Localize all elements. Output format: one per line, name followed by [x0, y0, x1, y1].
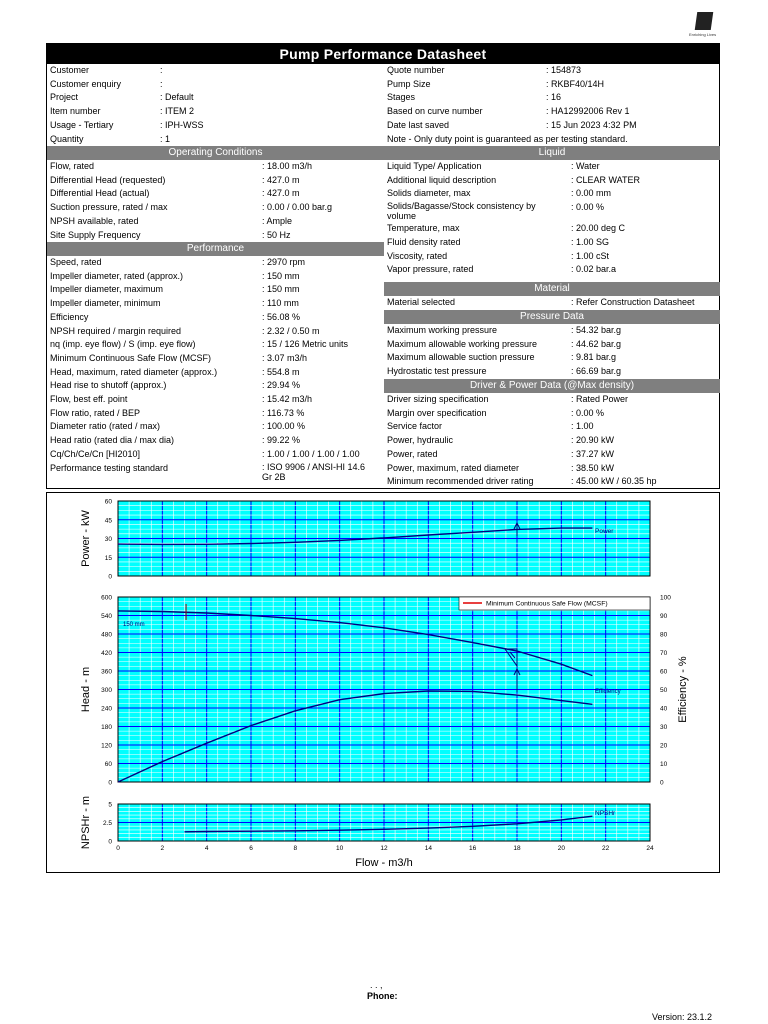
- row-label: Maximum allowable suction pressure: [387, 352, 535, 363]
- row-label: Viscosity, rated: [387, 250, 448, 261]
- row-value: :: [160, 78, 163, 89]
- row-value: : ISO 9906 / ANSI-HI 14.6 Gr 2B: [262, 461, 366, 482]
- curve-label: 150 mm: [123, 622, 145, 628]
- row-value: : Ample: [262, 215, 293, 226]
- row-value: : 427.0 m: [262, 174, 300, 185]
- y2-tick-label: 80: [660, 631, 668, 639]
- y2-tick-label: 30: [660, 724, 668, 731]
- row-label: Date last saved: [387, 119, 450, 130]
- y2-tick-label: 40: [660, 705, 668, 713]
- legend-label: Minimum Continuous Safe Flow (MCSF): [486, 600, 608, 608]
- row-label: Customer: [50, 65, 90, 75]
- y-tick-label: 15: [104, 554, 112, 562]
- row-value: : 1.00 cSt: [571, 250, 610, 261]
- row-value: : 66.69 bar.g: [571, 366, 622, 377]
- y2-tick-label: 100: [660, 594, 671, 602]
- y-tick-label: 120: [101, 742, 112, 750]
- row-label: Quote number: [387, 65, 445, 75]
- row-value: : 116.73 %: [262, 407, 305, 418]
- footer-text: . . ,: [370, 980, 383, 990]
- x-tick-label: 14: [424, 845, 432, 852]
- y2-tick-label: 20: [660, 742, 668, 750]
- x-tick-label: 16: [469, 845, 477, 852]
- row-label: Usage - Tertiary: [50, 119, 114, 130]
- row-label: nq (imp. eye flow) / S (imp. eye flow): [50, 339, 196, 350]
- y2-tick-label: 0: [660, 779, 664, 787]
- row-label: Power, maximum, rated diameter: [387, 462, 520, 473]
- row-value: :: [160, 65, 163, 75]
- x-tick-label: 10: [336, 845, 344, 852]
- row-label: Service factor: [387, 421, 443, 432]
- row-value: : 9.81 bar.g: [571, 352, 617, 363]
- row-value: : 20.90 kW: [571, 435, 615, 446]
- x-tick-label: 24: [646, 845, 654, 852]
- y-tick-label: 0: [108, 573, 112, 581]
- row-label: Minimum Continuous Safe Flow (MCSF): [50, 352, 212, 363]
- row-label: Flow, rated: [50, 161, 95, 171]
- y-tick-label: 0: [108, 838, 112, 846]
- row-value: : 2.32 / 0.50 m: [262, 325, 320, 336]
- row-label: Diameter ratio (rated / max): [50, 421, 161, 432]
- row-label: Note - Only duty point is guaranteed as per testing standard.: [387, 133, 628, 144]
- x-tick-label: 0: [116, 845, 120, 852]
- version-label: Version: 23.1.2: [652, 1012, 713, 1022]
- row-label: Maximum allowable working pressure: [387, 338, 538, 349]
- row-value: : 15.42 m3/h: [262, 394, 313, 404]
- y-tick-label: 5: [108, 801, 112, 809]
- x-tick-label: 6: [249, 845, 253, 852]
- row-label: Speed, rated: [50, 257, 102, 267]
- row-value: : Default: [160, 92, 194, 103]
- row-value: : 50 Hz: [262, 229, 291, 240]
- y-tick-label: 30: [104, 536, 112, 543]
- row-value: : 44.62 bar.g: [571, 338, 622, 349]
- row-value: : 1.00: [571, 421, 594, 432]
- row-label: Quantity: [50, 133, 84, 144]
- x-tick-label: 12: [380, 845, 388, 852]
- row-label: Power, hydraulic: [387, 435, 454, 446]
- row-value: : 2970 rpm: [262, 257, 306, 267]
- row-label: Hydrostatic test pressure: [387, 366, 487, 377]
- row-label: Temperature, max: [387, 223, 460, 234]
- y-tick-label: 600: [101, 594, 112, 602]
- page-title: Pump Performance Datasheet: [47, 44, 719, 64]
- datasheet-table: [46, 43, 720, 489]
- x-tick-label: 4: [204, 845, 209, 852]
- row-value: : CLEAR WATER: [571, 174, 641, 185]
- row-label: Impeller diameter, rated (approx.): [50, 270, 184, 281]
- row-label: Vapor pressure, rated: [387, 264, 474, 275]
- series-label: NPSHr: [595, 810, 616, 817]
- x-tick-label: 2: [160, 845, 165, 852]
- row-label: Pump Size: [387, 78, 431, 89]
- row-label: Differential Head (requested): [50, 174, 166, 185]
- row-value: : 15 Jun 2023 4:32 PM: [546, 119, 637, 130]
- row-label: Cq/Ch/Ce/Cn [HI2010]: [50, 448, 141, 459]
- row-value: : 18.00 m3/h: [262, 161, 313, 171]
- section-header: Liquid: [384, 146, 720, 160]
- row-label: Head, maximum, rated diameter (approx.): [50, 366, 218, 377]
- row-value: : 100.00 %: [262, 421, 306, 432]
- row-label: Driver sizing specification: [387, 394, 489, 404]
- row-label: Customer enquiry: [50, 78, 122, 89]
- section-header: Driver & Power Data (@Max density): [384, 379, 720, 393]
- x-tick-label: 18: [513, 845, 521, 852]
- row-value: : 150 mm: [262, 284, 300, 295]
- performance-curves: [46, 492, 689, 874]
- logo-tagline: Enriching Lives: [689, 32, 717, 37]
- row-value: : 1.00 SG: [571, 237, 610, 248]
- row-value: : Water: [571, 161, 600, 171]
- row-value: : 0.00 mm: [571, 188, 612, 199]
- x-tick-label: 20: [557, 845, 565, 852]
- y-tick-label: 180: [101, 724, 112, 731]
- row-label: Head rise to shutoff (approx.): [50, 380, 167, 391]
- x-axis-label: Flow - m3/h: [355, 857, 413, 869]
- row-value: : HA12992006 Rev 1: [546, 106, 630, 117]
- y2-axis-label: Efficiency - %: [677, 656, 689, 723]
- row-label: Maximum working pressure: [387, 325, 498, 335]
- row-label: Solids diameter, max: [387, 188, 471, 199]
- row-label: Item number: [50, 106, 101, 117]
- row-value: : Refer Construction Datasheet: [571, 297, 695, 307]
- row-label: Differential Head (actual): [50, 188, 150, 199]
- section-header: Material: [384, 282, 720, 296]
- row-value: : 0.02 bar.a: [571, 264, 617, 275]
- y2-tick-label: 90: [660, 613, 668, 620]
- row-label: Project: [50, 92, 79, 103]
- x-tick-label: 8: [293, 845, 298, 852]
- row-value: : 1.00 / 1.00 / 1.00 / 1.00: [262, 448, 360, 459]
- row-value: : 37.27 kW: [571, 448, 615, 459]
- row-value: : 3.07 m3/h: [262, 352, 308, 363]
- section-header: Operating Conditions: [47, 146, 384, 160]
- row-value: : 150 mm: [262, 270, 300, 281]
- row-label: Stages: [387, 92, 416, 103]
- row-label: Solids/Bagasse/Stock consistency by volume: [387, 201, 536, 222]
- series-label: Efficiency: [595, 689, 621, 695]
- row-value: : 427.0 m: [262, 188, 300, 199]
- row-label: Material selected: [387, 297, 456, 307]
- section-header: Performance: [47, 242, 384, 256]
- y-axis-label: NPSHr - m: [80, 795, 92, 850]
- row-value: : 38.50 kW: [571, 462, 615, 473]
- row-label: Head ratio (rated dia / max dia): [50, 435, 175, 446]
- row-value: : 45.00 kW / 60.35 hp: [571, 476, 657, 487]
- row-value: : 20.00 deg C: [571, 223, 626, 234]
- y-tick-label: 60: [104, 498, 112, 506]
- row-label: Suction pressure, rated / max: [50, 202, 168, 213]
- row-label: Liquid Type/ Application: [387, 161, 482, 171]
- company-logo: [695, 12, 714, 30]
- row-value: : ITEM 2: [160, 106, 195, 117]
- y2-tick-label: 60: [660, 668, 668, 676]
- y-axis-label: Head - m: [80, 666, 92, 713]
- row-value: : 54.32 bar.g: [571, 325, 622, 335]
- row-label: Site Supply Frequency: [50, 229, 141, 240]
- row-value: : IPH-WSS: [160, 119, 204, 130]
- row-value: : 554.8 m: [262, 366, 300, 377]
- row-label: NPSH available, rated: [50, 215, 139, 226]
- y-tick-label: 45: [104, 517, 112, 525]
- row-value: : Rated Power: [571, 394, 629, 404]
- y2-tick-label: 70: [660, 650, 668, 657]
- row-label: Flow ratio, rated / BEP: [50, 407, 141, 418]
- x-tick-label: 22: [602, 845, 610, 852]
- row-label: Impeller diameter, minimum: [50, 298, 161, 309]
- row-label: NPSH required / margin required: [50, 325, 182, 336]
- y-tick-label: 540: [101, 613, 112, 620]
- y2-tick-label: 10: [660, 761, 668, 768]
- row-value: : 154873: [546, 65, 582, 75]
- y-tick-label: 0: [108, 779, 112, 787]
- row-value: : 15 / 126 Metric units: [262, 339, 349, 350]
- y-tick-label: 300: [101, 687, 112, 694]
- y-tick-label: 240: [101, 705, 112, 713]
- y-tick-label: 60: [104, 761, 112, 768]
- row-value: : 16: [546, 92, 562, 103]
- row-value: : 1: [160, 133, 171, 144]
- row-value: : 0.00 %: [571, 202, 605, 213]
- series-label: Power: [595, 528, 614, 535]
- row-value: : 99.22 %: [262, 435, 301, 446]
- row-label: Impeller diameter, maximum: [50, 284, 164, 295]
- row-label: Minimum recommended driver rating: [387, 476, 534, 487]
- footer-phone: Phone:: [367, 991, 398, 1001]
- section-header: Pressure Data: [384, 310, 720, 324]
- y-tick-label: 360: [101, 668, 112, 676]
- row-label: Additional liquid description: [387, 174, 497, 185]
- y2-tick-label: 50: [660, 687, 668, 694]
- row-label: Margin over specification: [387, 407, 487, 418]
- y-axis-label: Power - kW: [80, 510, 92, 567]
- y-tick-label: 420: [101, 650, 112, 657]
- row-value: : 56.08 %: [262, 311, 301, 322]
- row-value: : 0.00 / 0.00 bar.g: [262, 202, 333, 213]
- row-value: : RKBF40/14H: [546, 78, 605, 89]
- row-value: : 29.94 %: [262, 380, 301, 391]
- row-value: : 0.00 %: [571, 407, 605, 418]
- row-label: Based on curve number: [387, 106, 483, 117]
- row-label: Fluid density rated: [387, 237, 461, 248]
- row-label: Flow, best eff. point: [50, 394, 128, 404]
- y-tick-label: 2.5: [102, 820, 112, 827]
- row-label: Efficiency: [50, 311, 89, 322]
- row-value: : 110 mm: [262, 298, 299, 309]
- row-label: Performance testing standard: [50, 462, 169, 473]
- row-label: Power, rated: [387, 448, 438, 459]
- y-tick-label: 480: [101, 631, 112, 639]
